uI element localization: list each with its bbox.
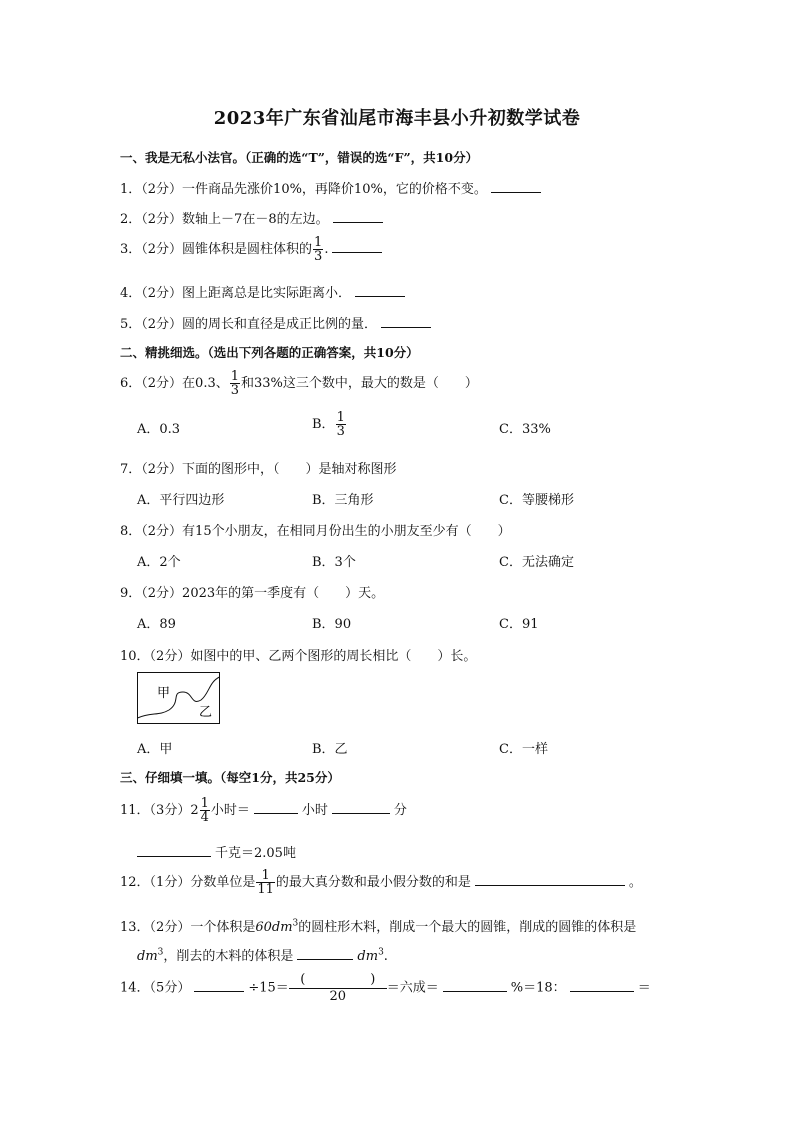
fraction-blank-over-20[interactable]: ( ) 20 [289, 972, 387, 1004]
answer-blank[interactable] [332, 238, 382, 253]
page-title: 2023年广东省汕尾市海丰县小升初数学试卷 [213, 108, 581, 129]
question-4-text: 4．（2分）图上距离总是比实际距离小． [120, 286, 352, 301]
option-c[interactable]: C．91 [499, 617, 539, 632]
question-5 [120, 313, 435, 332]
fraction-one-third: $\frac{1}{3}$ [314, 235, 323, 264]
answer-blank[interactable] [443, 977, 507, 992]
question-11-line-2: 千克＝2.05吨 [137, 842, 296, 861]
section-1-heading: 一、我是无私小法官。（正确的选“T”，错误的选“F”，共10分） [120, 150, 479, 165]
option-b[interactable]: B．三角形 [312, 493, 374, 508]
question-3-text: 3．（2分）圆锥体积是圆柱体积的 [120, 242, 313, 257]
question-4 [120, 282, 409, 301]
question-6: 6．（2分）在0.3、 $\frac{1}{3}$ 和33%这三个数中，最大的数是（ ） [120, 369, 478, 398]
answer-blank[interactable] [332, 799, 390, 814]
question-10: 10．（2分）如图中的甲、乙两个图形的周长相比（ ）长。 [120, 649, 477, 664]
answer-blank[interactable] [570, 977, 634, 992]
fraction-one-third: $\frac{1}{3}$ [230, 369, 239, 398]
question-7: 7．（2分）下面的图形中，（ ）是轴对称图形 [120, 462, 397, 477]
question-1-text: 1．（2分）一件商品先涨价10%，再降价10%，它的价格不变。 [120, 182, 487, 197]
option-a[interactable]: A．甲 [137, 742, 173, 757]
answer-blank[interactable] [254, 799, 298, 814]
option-b[interactable]: B．90 [312, 617, 352, 632]
answer-blank[interactable] [491, 178, 541, 193]
question-11: 11．（3分）2 $\frac{1}{4}$ 小时＝ 小时 分 [120, 796, 407, 825]
answer-blank[interactable] [297, 945, 353, 960]
option-b[interactable]: B．乙 [312, 742, 348, 757]
option-c[interactable]: C．等腰梯形 [499, 493, 574, 508]
question-12: 12．（1分）分数单位是 $\frac{1}{11}$ 的最大真分数和最小假分数的和是 。 [120, 868, 642, 897]
option-c[interactable]: C．无法确定 [499, 555, 574, 570]
answer-blank[interactable] [381, 313, 431, 328]
question-5-text: 5．（2分）圆的周长和直径是成正比例的量． [120, 317, 378, 332]
option-a[interactable]: A．89 [137, 617, 176, 632]
option-c[interactable]: C．33% [499, 422, 551, 437]
figure-label-yi: 乙 [199, 705, 213, 720]
section-2-heading: 二、精挑细选。（选出下列各题的正确答案，共10分） [120, 345, 419, 360]
answer-blank[interactable] [137, 842, 211, 857]
question-13-line-2: $dm^3$，削去的木料的体积是 $dm^3$. [137, 945, 388, 964]
question-8: 8．（2分）有15个小朋友，在相同月份出生的小朋友至少有（ ） [120, 524, 511, 539]
option-a[interactable]: A．平行四边形 [137, 493, 225, 508]
option-c[interactable]: C．一样 [499, 742, 548, 757]
section-3-heading: 三、仔细填一填。（每空1分，共25分） [120, 770, 340, 785]
figure-label-jia: 甲 [157, 686, 171, 701]
question-2-text: 2．（2分）数轴上－7在－8的左边。 [120, 212, 329, 227]
option-b[interactable]: B． $\frac{1}{3}$ [312, 410, 345, 439]
perimeter-figure [137, 672, 220, 724]
question-1 [120, 178, 545, 197]
fraction-one-eleventh: $\frac{1}{11}$ [257, 868, 274, 897]
question-9: 9．（2分）2023年的第一季度有（ ）天。 [120, 586, 385, 601]
answer-blank[interactable] [355, 282, 405, 297]
question-14: 14．（5分） ÷15＝ ( ) 20 ＝六成＝ %＝18： ＝ [120, 972, 651, 1004]
fraction-one-third: $\frac{1}{3}$ [336, 410, 345, 439]
fraction-one-quarter: $\frac{1}{4}$ [200, 796, 209, 825]
option-a[interactable]: A．2个 [137, 555, 181, 570]
option-a[interactable]: A．0.3 [137, 422, 181, 437]
question-3: 3．（2分）圆锥体积是圆柱体积的 $\frac{1}{3}$ . [120, 236, 386, 263]
option-b[interactable]: B．3个 [312, 555, 356, 570]
question-13: 13．（2分）一个体积是$60dm^3$的圆柱形木料，削成一个最大的圆锥，削成的圆锥的体积是 [120, 918, 637, 935]
answer-blank[interactable] [333, 208, 383, 223]
answer-blank[interactable] [194, 977, 244, 992]
question-2 [120, 208, 387, 227]
answer-blank[interactable] [475, 871, 625, 886]
